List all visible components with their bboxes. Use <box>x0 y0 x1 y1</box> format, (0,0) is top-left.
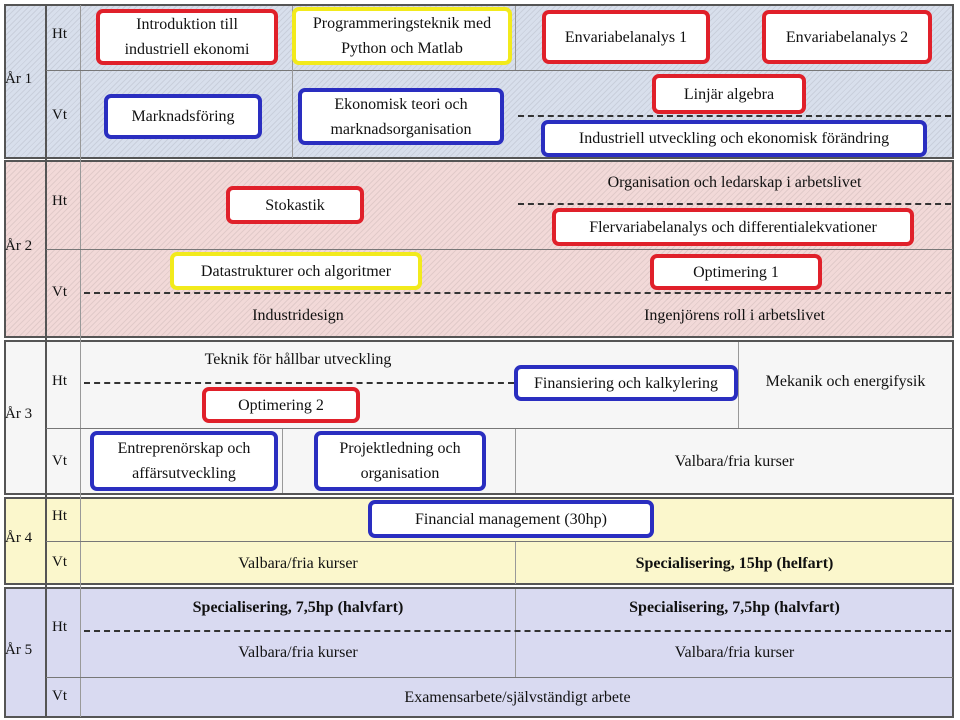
course-flervariabel[interactable]: Flervariabelanalys och differentialekvationer <box>552 208 914 246</box>
course-linjar-algebra[interactable]: Linjär algebra <box>652 74 806 114</box>
course-spec-halvfart-left[interactable]: Specialisering, 7,5hp (halvfart) <box>192 599 404 616</box>
course-envariabel-2[interactable]: Envariabelanalys 2 <box>762 10 932 64</box>
course-projektledning[interactable]: Projektledning och organisation <box>314 431 486 491</box>
course-financial-management[interactable]: Financial management (30hp) <box>368 500 654 538</box>
course-industriell-utveckling[interactable]: Industriell utveckling och ekonomisk förändring <box>541 120 927 157</box>
course-ingenjorens-roll[interactable]: Ingenjörens roll i arbetslivet <box>644 307 825 324</box>
course-mekanik[interactable]: Mekanik och energifysik <box>765 373 926 390</box>
y3-period-divider-2 <box>515 429 516 493</box>
y1-ht-vt-separator <box>46 70 953 71</box>
course-valbara-y3[interactable]: Valbara/fria kurser <box>674 453 795 470</box>
year-4-label: År 4 <box>5 530 33 546</box>
course-intro-ekonomi[interactable]: Introduktion till industriell ekonomi <box>96 9 278 65</box>
y1-ht-label: Ht <box>52 26 67 42</box>
course-examensarbete[interactable]: Examensarbete/självständigt arbete <box>404 689 631 706</box>
course-stokastik[interactable]: Stokastik <box>226 186 364 224</box>
y4-ht-vt-separator <box>46 541 953 542</box>
y3-period-divider <box>282 429 283 493</box>
course-envariabel-1[interactable]: Envariabelanalys 1 <box>542 10 710 64</box>
course-valbara-y4[interactable]: Valbara/fria kurser <box>238 555 358 572</box>
year-1-label: År 1 <box>5 71 33 87</box>
course-finansiering[interactable]: Finansiering och kalkylering <box>514 365 738 401</box>
y5-ht-vt-separator <box>46 677 953 678</box>
year-5-label: År 5 <box>5 642 33 658</box>
course-valbara-y5-left[interactable]: Valbara/fria kurser <box>238 644 358 661</box>
course-spec-halvfart-right[interactable]: Specialisering, 7,5hp (halvfart) <box>629 599 840 616</box>
year-2-label: År 2 <box>5 238 33 254</box>
course-organisation-ledarskap[interactable]: Organisation och ledarskap i arbetslivet <box>607 174 862 191</box>
y1-vt-label: Vt <box>52 107 67 123</box>
y2-ht-dashed-line <box>518 203 951 205</box>
course-programmering[interactable]: Programmeringsteknik med Python och Matlab <box>292 7 512 65</box>
course-industridesign[interactable]: Industridesign <box>252 307 344 324</box>
course-valbara-y5-right[interactable]: Valbara/fria kurser <box>674 644 795 661</box>
y2-vt-dashed-line <box>84 292 951 294</box>
course-spec-helfart[interactable]: Specialisering, 15hp (helfart) <box>635 555 834 572</box>
course-marknadsforing[interactable]: Marknadsföring <box>104 94 262 139</box>
course-optimering-2[interactable]: Optimering 2 <box>202 387 360 423</box>
course-optimering-1[interactable]: Optimering 1 <box>650 254 822 290</box>
y2-vt-label: Vt <box>52 284 67 300</box>
y2-ht-vt-separator <box>46 249 953 250</box>
course-datastrukturer[interactable]: Datastrukturer och algoritmer <box>170 252 422 290</box>
y3-period-divider-3 <box>738 342 739 428</box>
y5-period-divider <box>515 589 516 677</box>
y5-ht-label: Ht <box>52 619 67 635</box>
y2-ht-label: Ht <box>52 193 67 209</box>
y1-period-divider-2 <box>515 6 516 70</box>
y1-vt-dashed-line <box>518 115 951 117</box>
y3-vt-label: Vt <box>52 453 67 469</box>
year-column-divider <box>45 5 47 717</box>
y4-vt-label: Vt <box>52 554 67 570</box>
y3-ht-label: Ht <box>52 373 67 389</box>
y3-ht-dashed-line <box>84 382 514 384</box>
year-3-label: År 3 <box>5 406 33 422</box>
course-teknik-hallbar[interactable]: Teknik för hållbar utveckling <box>204 351 392 368</box>
y4-period-divider <box>515 542 516 584</box>
course-ekonomisk-teori[interactable]: Ekonomisk teori och marknadsorganisation <box>298 88 504 145</box>
y4-ht-label: Ht <box>52 508 67 524</box>
y3-ht-vt-separator <box>46 428 953 429</box>
y5-ht-dashed-line <box>84 630 951 632</box>
semester-column-divider <box>80 5 81 717</box>
y5-vt-label: Vt <box>52 688 67 704</box>
course-entreprenorskap[interactable]: Entreprenörskap och affärsutveckling <box>90 431 278 491</box>
